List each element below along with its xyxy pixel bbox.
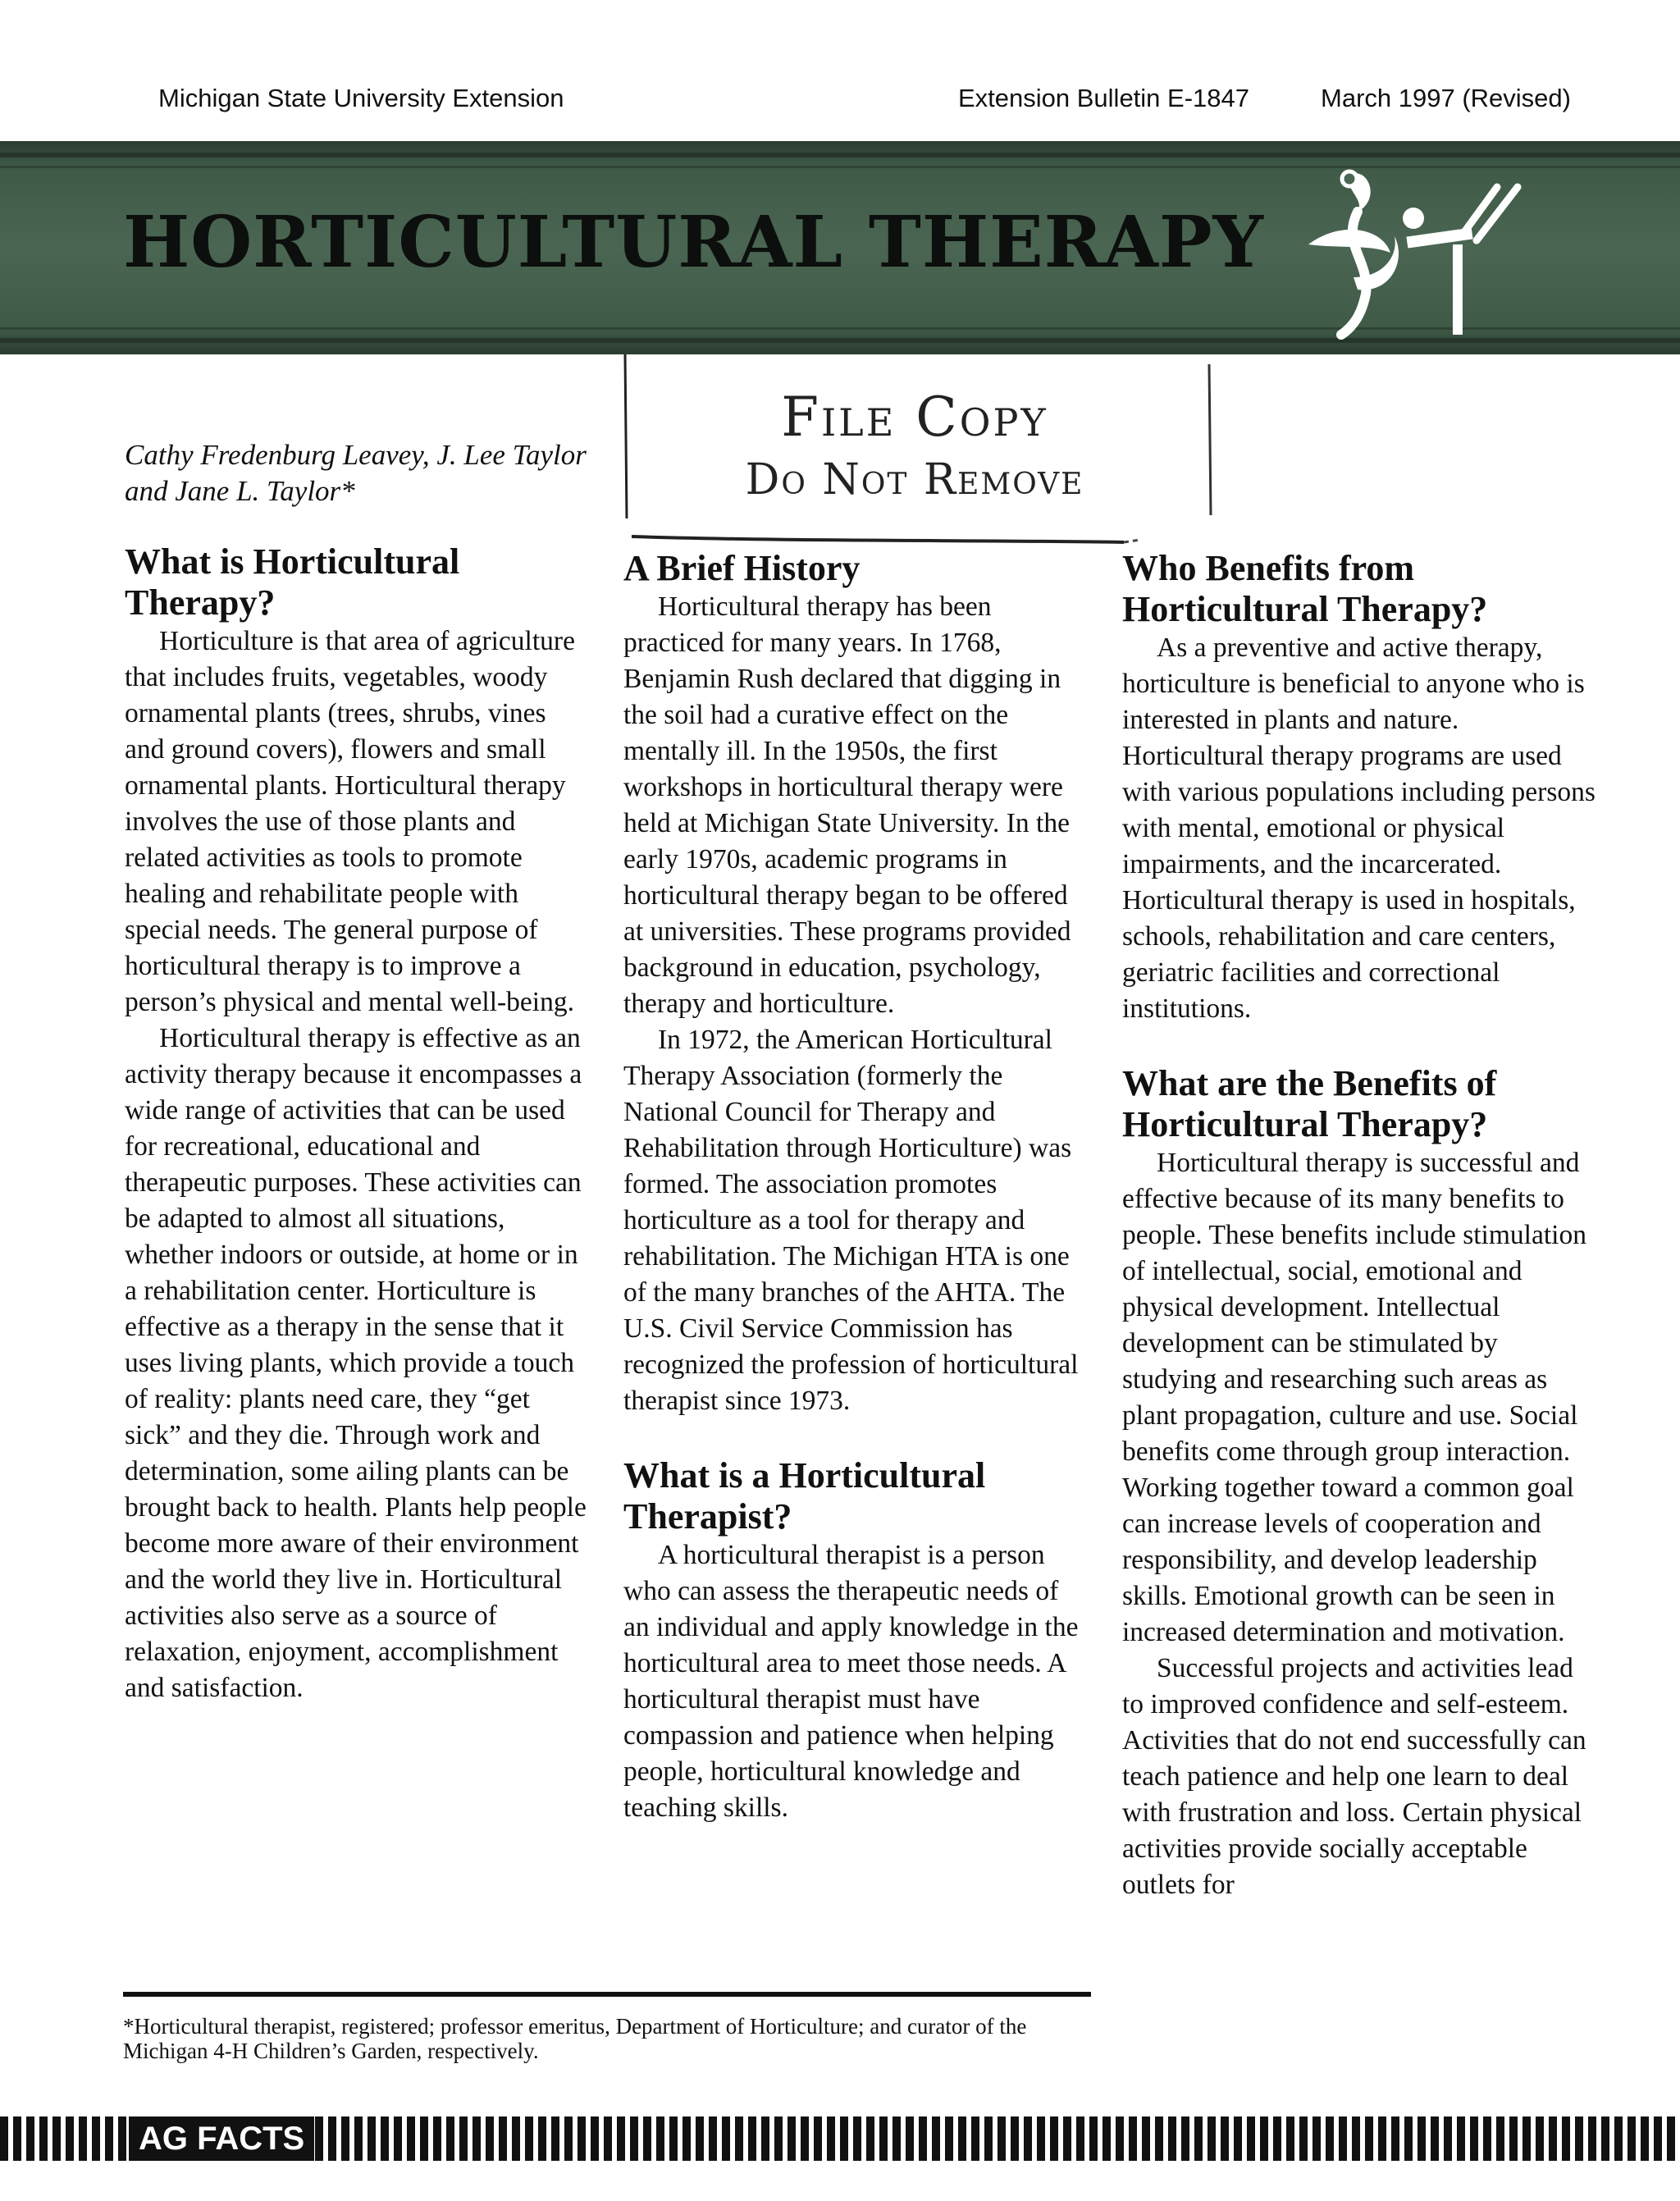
paragraph: In 1972, the American Horticultural Therapy Association (formerly the National Council for Therapy and Rehabilitation through Horticulture) was formed. The association promotes horticulture as a tool for therapy and rehabilitation. The Michigan HTA is one of the many branches of the AHTA. The U.S. Civil Service Commission has recognized the profession of horticultural therapist since 1973. (623, 1025, 1079, 1416)
paragraph: Horticulture is that area of agriculture that includes fruits, vegetables, woody ornamental plants (trees, shrubs, vines and ground covers), flowers and small ornamental plants. Horticultural therapy involves the use of those plants and related activities as tools to promote healing and rehabilitate people with special needs. The general purpose of horticultural therapy is to improve a person’s physical and mental well-being. (125, 626, 575, 1017)
column-1 (125, 541, 592, 1706)
column-2 (623, 548, 1091, 1826)
column-3 (1122, 548, 1598, 1903)
heading-what-is-horticultural-therapy: What is Horticultural Therapy? (125, 541, 460, 623)
ag-facts-label: AG FACTS (129, 2117, 314, 2161)
paragraph: Horticultural therapy is successful and effective because of its many benefits to people. These benefits include stimulation of intellectual, social, emotional and physical development. Intellectual development can be stimulated by studying and researching such areas as plant propagation, culture and use. Social benefits come through group interaction. Working together toward a common goal can increase levels of cooperation and responsibility, and develop leadership skills. Emotional growth can be seen in increased determination and motivation. (1122, 1148, 1586, 1647)
heading-what-is-a-horticultural-therapist: What is a Horticultural Therapist? (623, 1455, 986, 1537)
gardener-flower-logo-icon (1292, 154, 1546, 343)
heading-who-benefits: Who Benefits from Horticultural Therapy? (1122, 548, 1488, 629)
paragraph: Successful projects and activities lead to improved confidence and self-esteem. Activities that do not end successfully can teach patience and help one learn to deal with frustration and loss. Certain physical activities provide socially acceptable outlets for (1122, 1653, 1586, 1900)
header-bulletin-number: Extension Bulletin E-1847 (958, 84, 1250, 112)
footnote: *Horticultural therapist, registered; professor emeritus, Department of Horticulture; and curator of the Michigan 4-H Children’s Garden, respectively. (123, 2014, 1027, 2063)
footnote-divider (123, 1992, 1091, 1997)
paragraph: Horticultural therapy is effective as an activity therapy because it encompasses a wide range of activities that can be used for recreational, educational and therapeutic purposes. These activities can be adapted to almost all situations, whether indoors or outside, at home or in a rehabilitation center. Horticulture is effective as a therapy in the sense that it uses living plants, which provide a touch of reality: plants need care, they “get sick” and they die. Through work and determination, some ailing plants can be brought back to health. Plants help people become more aware of their environment and the world they live in. Horticultural activities also serve as a source of relaxation, enjoyment, accomplishment and satisfaction. (125, 1023, 587, 1703)
authors-line-1: Cathy Fredenburg Leavey, J. Lee Taylor (125, 439, 587, 471)
banner-title: HORTICULTURAL THERAPY (123, 201, 1264, 284)
heading-a-brief-history: A Brief History (623, 548, 861, 588)
paragraph: As a preventive and active therapy, horticulture is beneficial to anyone who is interested in plants and nature. Horticultural therapy programs are used with various populations including persons with mental, emotional or physical impairments, and the incarcerated. Horticultural therapy is used in hospitals, schools, rehabilitation and care centers, geriatric facilities and correctional institutions. (1122, 632, 1596, 1024)
stamp-line-file-copy: File Copy (781, 386, 1048, 449)
paragraph: Horticultural therapy has been practiced for many years. In 1768, Benjamin Rush declared that digging in the soil had a curative effect on the mentally ill. In the 1950s, the first workshops in horticultural therapy were held at Michigan State University. In the early 1970s, academic programs in horticultural therapy began to be offered at universities. These programs provided background in education, psychology, therapy and horticulture. (623, 591, 1071, 1019)
file-copy-stamp (623, 354, 1214, 545)
authors-line-2: and Jane L. Taylor* (125, 475, 355, 507)
stamp-line-do-not-remove: Do Not Remove (745, 455, 1084, 505)
paragraph: A horticultural therapist is a person who can assess the therapeutic needs of an individual and apply knowledge in the horticultural area to meet those needs. A horticultural therapist must have compassion and patience when helping people, horticultural knowledge and teaching skills. (623, 1540, 1079, 1823)
header-date: March 1997 (Revised) (1321, 84, 1571, 112)
authors (125, 437, 617, 509)
heading-what-are-the-benefits: What are the Benefits of Horticultural Therapy? (1122, 1063, 1497, 1144)
header-organization: Michigan State University Extension (158, 84, 564, 112)
